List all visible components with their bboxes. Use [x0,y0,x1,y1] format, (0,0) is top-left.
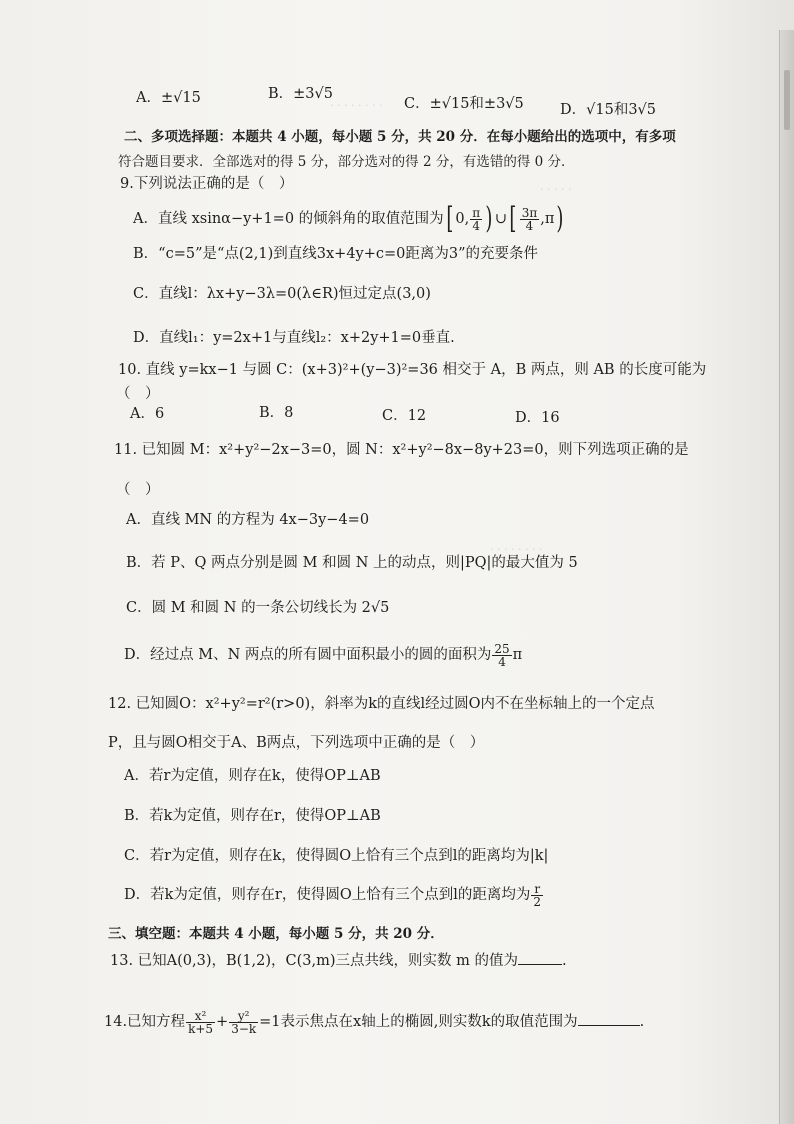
q8-option-a: A．±√15 [136,90,201,106]
denominator: 4 [472,218,480,233]
q14-end: . [639,1014,645,1030]
q8-option-d: D．√15和3√5 [560,102,657,118]
q12-stem-line1: 12. 已知圆O：x²+y²=r²(r>0)，斜率为k的直线l经过圆O内不在坐标轴上的一个定点 [108,696,655,712]
fraction [520,207,540,232]
q11-option-d [124,638,522,672]
q10-paren: （ ） [116,386,160,402]
page-edge-mark [784,70,790,130]
section3-title-text: 三、填空题：本题共 4 小题，每小题 5 分，共 20 分． [108,926,444,942]
q11-option-b: B．若 P、Q 两点分别是圆 M 和圆 N 上的动点，则|PQ|的最大值为 5 [126,555,578,571]
q9-stem: 9.下列说法正确的是（ ） [120,176,294,192]
section2-line2: 符合题目要求．全部选对的得 5 分，部分选对的得 2 分，有选错的得 0 分． [118,154,575,170]
q12-stem-line2: P，且与圆O相交于A、B两点，下列选项中正确的是（ ） [108,735,485,751]
q10-option-c: C．12 [382,408,427,424]
bracket-left: [ [509,201,517,236]
numerator: π [472,205,481,220]
q11-option-a: A．直线 MN 的方程为 4x−3y−4=0 [126,512,370,528]
q8-option-b: B．±3√5 [268,86,333,102]
q11-d-suffix: π [512,647,523,663]
paren-right: ) [556,201,564,236]
denominator: k+5 [188,1021,214,1036]
q13-end: . [562,953,567,969]
numerator: 3π [521,205,538,220]
fraction [492,643,511,668]
section2-line1 [124,127,676,147]
q9-a-interval2-right: ,π [540,211,555,227]
union-symbol: ∪ [494,211,507,227]
answer-blank[interactable] [578,1011,640,1026]
numerator: x² [186,1010,215,1023]
q13-text: 13. 已知A(0,3)，B(1,2)，C(3,m)三点共线，则实数 m 的值为 [110,953,519,969]
fraction [531,883,543,908]
q9-option-b: B．“c=5”是“点(2,1)到直线3x+4y+c=0距离为3”的充要条件 [133,246,539,262]
bracket-left: [ [446,201,454,236]
q10-stem: 10. 直线 y=kx−1 与圆 C：(x+3)²+(y−3)²=36 相交于 A，B 两点，则 AB 的长度可能为 [118,362,707,378]
q12-option-a: A．若r为定值，则存在k，使得OP⊥AB [124,768,381,784]
paren-right: ) [485,201,493,236]
q13 [110,950,567,971]
q9-option-d: D．直线l₁：y=2x+1与直线l₂：x+2y+1=0垂直. [133,330,455,346]
numerator: r [531,883,543,896]
fraction [229,1010,258,1035]
denominator: 4 [498,654,506,669]
q9-a-interval1-left: 0, [455,211,470,227]
denominator: 4 [525,218,534,233]
q10-option-b: B．8 [259,405,294,421]
q8-option-c: C．±√15和±3√5 [404,96,524,112]
q11-d-prefix: D．经过点 M、N 两点的所有圆中面积最小的圆的面积为 [124,647,492,663]
denominator: 3−k [231,1021,257,1036]
q9-option-a [133,201,566,236]
section2-line1-text: 二、多项选择题：本题共 4 小题，每小题 5 分，共 20 分．在每小题给出的选项中，有多项 [124,129,676,145]
q14-suffix: =1表示焦点在x轴上的椭圆,则实数k的取值范围为 [259,1014,578,1030]
q14-prefix: 14.已知方程 [104,1014,186,1030]
q9-option-c: C．直线l：λx+y−3λ=0(λ∈R)恒过定点(3,0) [133,286,431,302]
plus-sign: + [216,1014,229,1030]
numerator: y² [229,1010,258,1023]
fraction [186,1010,215,1035]
q11-stem: 11. 已知圆 M：x²+y²−2x−3=0，圆 N：x²+y²−8x−8y+23=0，则下列选项正确的是 [114,442,689,458]
section3-title [108,924,444,944]
q11-paren: （ ） [116,482,160,498]
q11-option-c: C．圆 M 和圆 N 的一条公切线长为 2√5 [126,600,390,616]
q10-option-a: A．6 [130,406,165,422]
page-edge [779,30,794,1124]
q14 [104,1004,644,1040]
q12-d-prefix: D．若k为定值，则存在r，使得圆O上恰有三个点到l的距离均为 [124,887,531,903]
q12-option-d [124,878,544,912]
answer-blank[interactable] [518,950,562,965]
bleed-through-text: . . . . . [540,180,572,193]
q10-option-d: D．16 [515,410,560,426]
q12-option-c: C．若r为定值，则存在k，使得圆O上恰有三个点到l的距离均为|k| [124,848,549,864]
bleed-through-text: . . . . . . . . [490,540,543,553]
q12-option-b: B．若k为定值，则存在r，使得OP⊥AB [124,808,381,824]
q9-a-prefix: A．直线 xsinα−y+1=0 的倾斜角的取值范围为 [133,211,444,227]
denominator: 2 [533,894,542,909]
fraction [470,207,482,232]
bleed-through-text: . . . . . . . . [330,96,383,109]
numerator: 25 [494,641,510,656]
